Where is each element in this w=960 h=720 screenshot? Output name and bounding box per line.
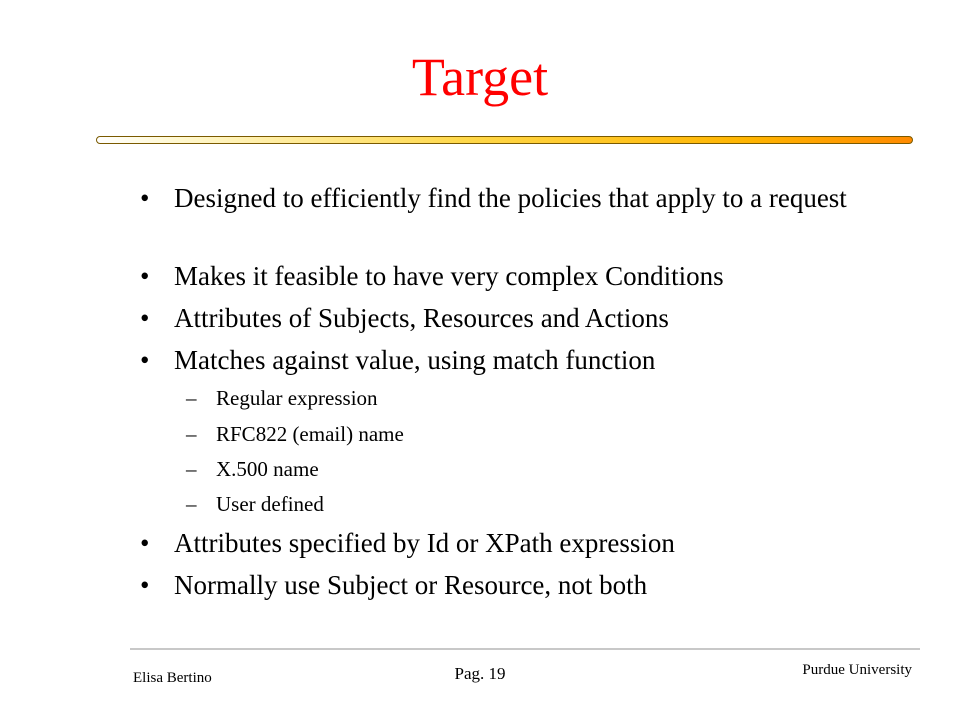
sub-bullet-text: User defined — [216, 492, 324, 516]
bullet-text: Makes it feasible to have very complex Conditions — [174, 261, 724, 291]
bullet-marker: • — [140, 570, 150, 600]
bullet-text: Matches against value, using match function — [174, 345, 656, 375]
bullet-marker: • — [140, 183, 150, 213]
title-underline-bar — [96, 136, 913, 144]
bullet-text: Designed to efficiently find the policies that apply to a request — [174, 183, 847, 213]
footer-author: Elisa Bertino — [133, 670, 212, 686]
footer-institution: Purdue University — [802, 662, 912, 678]
footer-page-number: Pag. 19 — [454, 664, 506, 683]
bullet-item — [140, 569, 880, 601]
sub-bullet-marker: – — [186, 457, 197, 481]
bullet-text: Attributes specified by Id or XPath expression — [174, 528, 675, 558]
sub-bullet-text: X.500 name — [216, 457, 319, 481]
bullet-marker: • — [140, 345, 150, 375]
sub-bullet-marker: – — [186, 492, 197, 516]
bullet-marker: • — [140, 303, 150, 333]
footer-divider — [130, 648, 920, 650]
sub-bullet-marker: – — [186, 422, 197, 446]
bullet-item — [140, 182, 880, 214]
bullet-item — [140, 344, 880, 376]
sub-bullet-text: RFC822 (email) name — [216, 422, 404, 446]
bullet-item — [140, 527, 880, 559]
bullet-text: Normally use Subject or Resource, not both — [174, 570, 648, 600]
sub-bullet-item — [186, 456, 836, 482]
bullet-text: Attributes of Subjects, Resources and Actions — [174, 303, 669, 333]
bullet-marker: • — [140, 261, 150, 291]
slide-title: Target — [411, 47, 549, 107]
sub-bullet-item — [186, 385, 836, 411]
bullet-marker: • — [140, 528, 150, 558]
sub-bullet-text: Regular expression — [216, 386, 378, 410]
bullet-item — [140, 260, 880, 292]
sub-bullet-item — [186, 491, 836, 517]
sub-bullet-item — [186, 421, 836, 447]
bullet-item — [140, 302, 880, 334]
sub-bullet-marker: – — [186, 386, 197, 410]
